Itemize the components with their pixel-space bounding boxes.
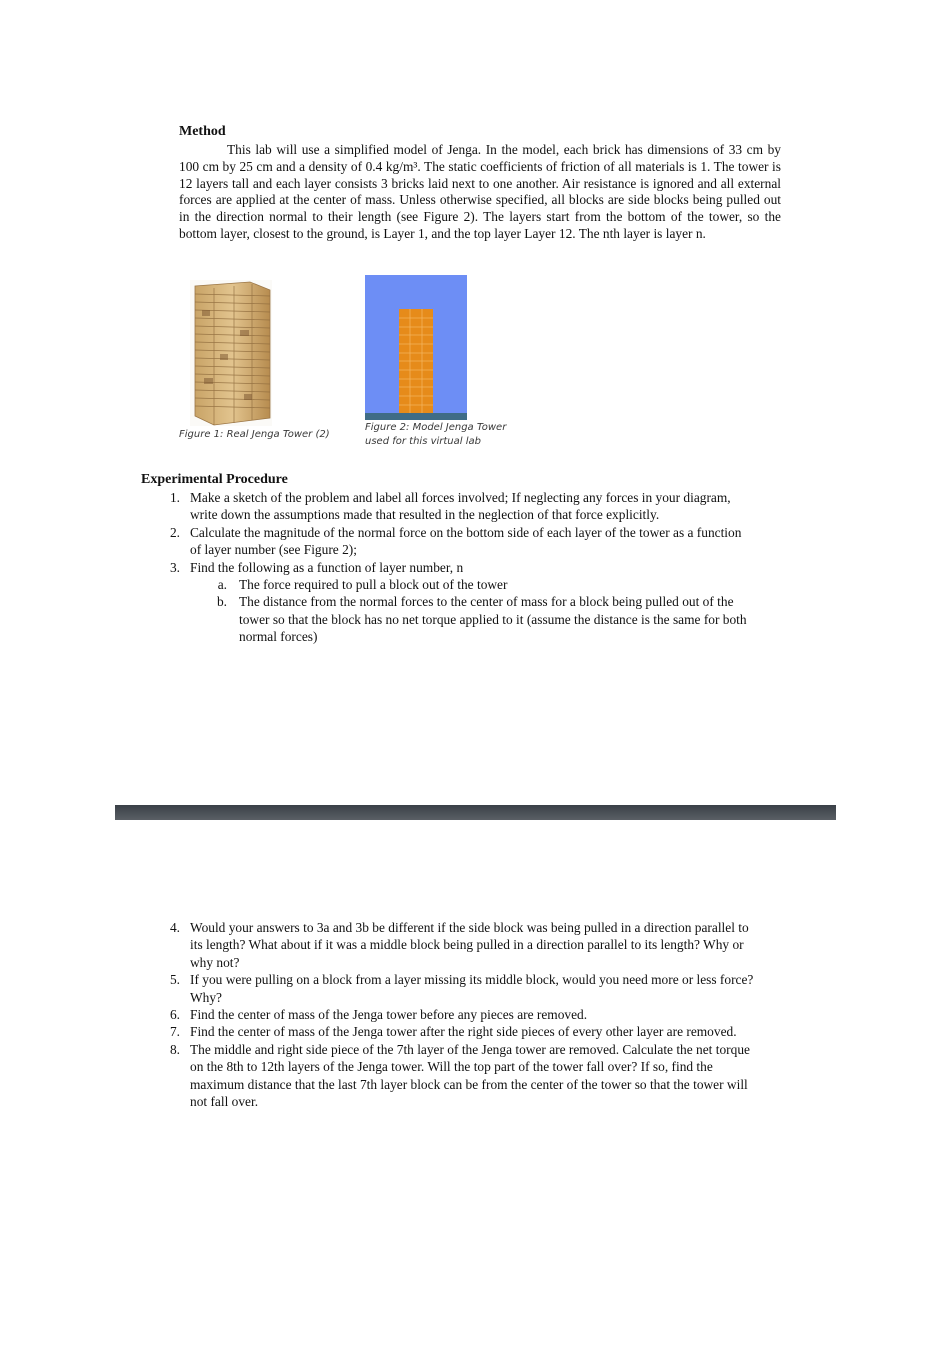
figure2-caption-line2: used for this virtual lab <box>365 436 481 447</box>
procedure-heading: Experimental Procedure <box>141 472 288 487</box>
step-text: Find the center of mass of the Jenga tower after the right side pieces of every other layer are removed. <box>190 1024 737 1040</box>
list-item <box>169 1006 762 1023</box>
step-number: 5. <box>169 972 180 988</box>
step-number: 1. <box>169 490 180 505</box>
substep-letter: a. <box>217 577 227 593</box>
step-number: 8. <box>169 1041 180 1057</box>
figure2-caption-line1: Figure 2: Model Jenga Tower <box>365 422 507 433</box>
figure2-ground <box>365 413 467 420</box>
step-text: The middle and right side piece of the 7th layer of the Jenga tower are removed. Calculate the net torque on the 8th to 12th layers of the Jenga tower. Will the top part of the tower fall over? If so, find the maximum distance that the last 7th layer block can be from the center of the tower so that the tower will not fall over. <box>190 1041 750 1110</box>
step-number: 6. <box>169 1007 180 1023</box>
list-item <box>169 1023 762 1040</box>
list-item <box>217 576 755 593</box>
figure2-caption <box>365 421 506 449</box>
step-number: 4. <box>169 920 180 935</box>
step-text: Make a sketch of the problem and label all forces involved; If neglecting any forces in your diagram, write down the assumptions made that resulted in the neglection of that force explicitly. <box>190 490 731 523</box>
list-item <box>169 919 762 971</box>
substep-text: The force required to pull a block out of the tower <box>239 577 508 593</box>
method-paragraph <box>179 142 781 243</box>
list-item <box>169 971 762 1006</box>
list-item <box>169 489 755 524</box>
step-text: Find the center of mass of the Jenga tower before any pieces are removed. <box>190 1007 588 1023</box>
procedure-list <box>169 489 755 646</box>
list-item <box>169 1041 762 1111</box>
step-text: Calculate the magnitude of the normal force on the bottom side of each layer of the tower as a function of layer number (see Figure 2); <box>190 524 742 558</box>
substep-letter: b. <box>216 594 227 610</box>
step-number: 7. <box>169 1024 180 1040</box>
method-paragraph-text: This lab will use a simplified model of Jenga. In the model, each brick has dimensions of 33 cm by 100 cm by 25 cm and a density of 0.4 kg/m³. The static coefficients of friction of all materials is 1. The tower is 12 layers tall and each layer consists 3 bricks laid next to one another. Air resistance is ignored and all external forces are applied at the center of mass. Unless otherwise specified, all blocks are side blocks being pulled out in the direction normal to their length (see Figure 2). The layers start from the bottom of the tower, so the bottom layer, closest to the ground, is Layer 1, and the top layer Layer 12. The nth layer is layer n. <box>179 142 781 241</box>
list-item <box>169 524 755 559</box>
step-text: Find the following as a function of layer number, n <box>190 559 464 575</box>
step-number: 2. <box>169 524 180 540</box>
substep-list <box>190 576 755 646</box>
step-text: If you were pulling on a block from a layer missing its middle block, would you need more or less force? Why? <box>190 972 754 1005</box>
real-jenga-tower-photo <box>190 280 272 426</box>
substep-text: The distance from the normal forces to the center of mass for a block being pulled out of the tower so that the block has no net torque applied to it (assume the distance is the same for both normal forces) <box>239 594 747 645</box>
list-item <box>216 593 755 645</box>
step-text: Would your answers to 3a and 3b be different if the side block was being pulled in a direction parallel to its length? What about if it was a middle block being pulled in a direction parallel to its length? Why or why not? <box>190 920 749 970</box>
model-jenga-tower-diagram <box>365 275 467 420</box>
step-number: 3. <box>169 559 180 575</box>
list-item <box>169 559 755 646</box>
figure1-caption: Figure 1: Real Jenga Tower (2) <box>179 429 330 440</box>
page-divider-bar <box>115 805 836 820</box>
procedure-list-continued <box>169 919 762 1110</box>
method-heading: Method <box>179 124 226 139</box>
